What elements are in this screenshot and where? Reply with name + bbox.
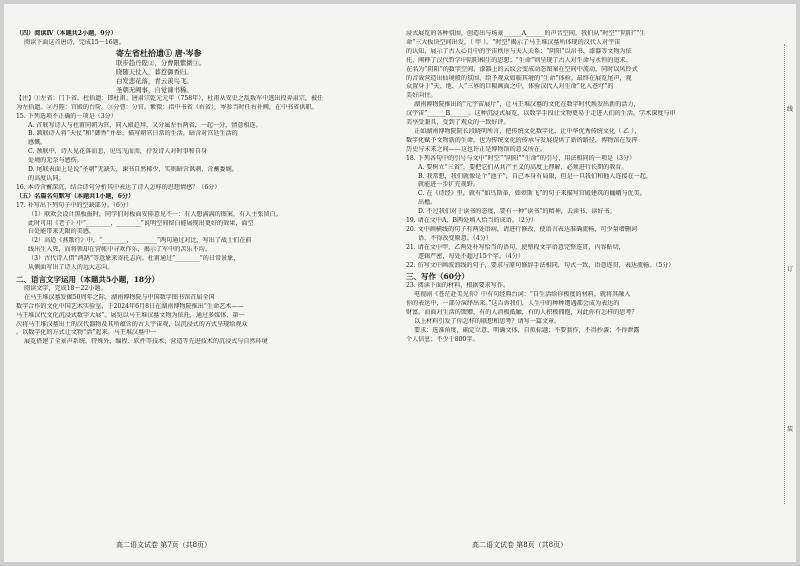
- left-page-text-line: 数字合作的文化中国艺术实验室，于2024年6月8日在湖南博物院推出“生命艺术——: [16, 302, 244, 310]
- right-page-text-line: 美享受兼具，受到了观众的一致好评。: [406, 119, 510, 127]
- left-page-text-line: 白处能带来无限的美感。: [28, 228, 96, 236]
- right-page-text-line: 美好向往。: [406, 92, 437, 100]
- right-page-text-line: 21. 请在文中甲、乙两处补写恰当的语句，使整段文字语意完整连贯，内容贴切，: [406, 243, 625, 251]
- binding-mark: 订: [787, 266, 794, 273]
- right-page-text-line: 在名为“阴阳”的数字空间，漆器上的云纹会变成动态图案在空间中流动，同时以风铃式: [406, 65, 638, 73]
- right-page-text-line: 财富。而面对生活的馈赠，有的人消极抵触，有的人积极拥抱，对此你有怎样的思考？: [406, 309, 638, 317]
- left-page-text-line: 联步趋丹陛②，分曹限紫微③。: [116, 58, 206, 67]
- left-page-text-line: （2）高适《燕歌行》中，“________，________”两句通过对比，写出了战士们在前: [28, 237, 252, 245]
- left-page-text-line: 白发悲花落，青云羡鸟飞。: [116, 76, 193, 85]
- right-page-footer: 高二语文试卷 第8页（共8页）: [472, 541, 568, 549]
- left-page-text-line: 处境的无奈与感伤。: [28, 157, 83, 165]
- left-page-text-line: 晓随天仗入，暮惹御香归。: [116, 67, 193, 76]
- left-page-text-line: 此时可用《老子》中“________，________”说明空间留白能展现出更好的效果，面空: [28, 219, 254, 227]
- left-page-text-line: 圣朝无阙事，自觉谏书稀。: [116, 85, 193, 94]
- right-page-text-line: 逻辑严密，每处不超过15个字。（4分）: [418, 252, 525, 260]
- left-page-text-line: 的高度认同。: [28, 174, 65, 182]
- left-page-text-line: 阅读文字，完成18～22小题。: [24, 284, 107, 292]
- left-page-text-line: 16. 本诗含蓄深沉，结合诗句分析其中表达了诗人怎样的思想情感？（6分）: [16, 183, 221, 191]
- exam-sheet: [4, 4, 796, 562]
- right-page-text-line: 三、写作（60分）: [406, 272, 469, 282]
- left-page-text-line: 从侧面写出了诗人的远大志向。: [28, 264, 114, 272]
- left-page-text-line: 在马王堆汉墓发掘50周年之际，湖南博物院与中国数字图书馆首届全国: [24, 293, 215, 301]
- left-page-text-line: 。以数字化的方式让文物“活”起来。马王堆汉墓中一: [16, 329, 157, 337]
- left-page-text-line: 次将马王堆汉墓出土的汉代器物及其所蕴含的古人宇宙观，以沉浸式的方式呈现给观众: [16, 320, 248, 328]
- left-page-text-line: 展览搭建了全景声系统、特殊外、编程、软件等技术，营造等先进技术的沉浸式与自然环境: [24, 338, 268, 346]
- right-page-text-line: D. 不过我们对于读书的态度，要有一种“读书”的精神，去读书、读好书。: [418, 208, 616, 216]
- right-page-text-line: 18. 下列各句中的引号与文中“时空”“阴阳”“生命”的引号，用法相同的一项是（3分）: [406, 154, 636, 162]
- left-page-text-line: 【注】①左省：门下省。杜拾遗：即杜甫。唐肃宗乾元元年（758年），杜甫从安史之乱叛军中逃出投奔肃宗，被任: [16, 94, 324, 102]
- left-page-text-line: C. 颈联中，诗人见花落而悲，见鸟飞而羡，抒发诗人对时事和自身: [28, 148, 207, 156]
- left-page-text-line: B. 颔联诗人将“天仗”和“御香”并举，描写朝官日常的生活，暗含对宫廷生活的: [28, 130, 238, 138]
- left-page-text-line: 二、语言文字运用（本题共5小题，18分）: [16, 274, 160, 284]
- right-page-text-line: 就能进一步扩充视野。: [418, 181, 479, 189]
- left-page-text-line: 寄左省杜拾遗① 唐·岑参: [116, 47, 202, 58]
- right-page-text-line: A. 要树立“三省”，要把它们从共产主义的高度上理解，必须进行长期的教育。: [418, 163, 628, 171]
- left-page-text-line: 17. 补写出下列句子中的空缺部分。（6分）: [16, 201, 133, 209]
- right-page-text-line: 19. 请在文中A、B两处填入恰当的成语。（2分）: [406, 217, 538, 225]
- right-page-text-line: 湖南博物院推出的“元宇宙展厅”，让马王堆汉墓的文化在数字时代焕发出新的活力，: [414, 101, 640, 109]
- right-page: [406, 30, 794, 535]
- left-page-text-line: 为左拾遗。②丹陛：宫殿的台阶。③分曹：分官。紫微：指中书省（右省），岑参当时任右补阙，在中书省供职。: [16, 103, 318, 111]
- right-page-text-line: 汉宇宙”______B______。这种沉浸式展览，以数字手段让文物更易于走进人们的生活，学术深度与审: [406, 110, 676, 118]
- left-page-footer: 高二语文试卷 第7页（共8页）: [116, 541, 212, 549]
- left-page-text-line: 15. 下列选项不正确的一项是（3分）: [16, 112, 117, 120]
- right-page-text-line: 浸式展览的各种氛围，创造出与场景______A______的声音空间。我们从“时空”“阴阳”“生: [406, 30, 646, 37]
- left-page-text-line: （五）名篇名句默写（本题共1小题，6分）: [16, 192, 135, 200]
- right-page-text-line: 托，阐释了汉代哲学中阴阳相生的思想；“生命”则呈现了古人对生命与永恒的追求。: [406, 56, 632, 64]
- left-page-text-line: （3）古代诗人借“鸿鹄”等意象来寄托志向。杜甫通过“________”的日常景象，: [28, 255, 240, 263]
- right-page-text-line: 22. 仿写文中画波浪线的句子，要求与原句修辞手法相同，句式一致，语意连贯，表达流畅。（5分）: [406, 261, 675, 269]
- right-page-text-line: 数字化赋予文物新的生命，也为传统文化的传承与发展提供了新的路径，博物馆在发挥: [406, 136, 638, 144]
- left-page-text-line: （1）联欢会设计黑板报时，同学们对板面安排意见不一：有人想满满的图案，有人主张留白。: [28, 210, 282, 218]
- left-page-text-line: D. 尾联表面上是说“圣朝”无缺失，谏书自然稀少，实则暗含讽刺，含蓄委婉。: [28, 166, 238, 174]
- left-page-text-line: （四）阅读Ⅳ（本题共2小题，9分）: [16, 30, 117, 37]
- right-page-text-line: 20. 文中画横线的句子有两处语病，请进行修改，使语言表达准确流畅，可少量增删词: [406, 225, 638, 233]
- binding-margin: [784, 44, 795, 504]
- right-page-text-line: 出檐。: [418, 199, 437, 207]
- right-page-text-line: 以上材料引发了你怎样的联想和思考？请写一篇文章。: [414, 318, 561, 326]
- right-page-text-line: B. 我常想，我们就像是个“池子”，自己本身有局限，但是一旦我们和他人连接在一起，: [418, 172, 652, 180]
- right-page-text-line: 正如湖南博物院院长段晓明所言，把传统文化数字化，让中华优秀传统文化（ 乙 ），: [414, 127, 641, 135]
- left-page: [16, 30, 401, 535]
- right-page-text-line: 你的表达中，一部分演绎出来。”这告诉我们，人生中的种种遭遇都会成为表达的: [406, 300, 620, 308]
- left-page-text-line: A. 首联写诗人与杜甫同朝为官，同入殿趋拜，又分属左右两省，一起一分，情意相连。: [28, 121, 262, 129]
- right-page-text-line: 电视剧《苍茫赴美见你》中有句经典台词：“自生活给你极度的材料，就将其融入: [414, 291, 631, 299]
- binding-mark: 装: [787, 426, 794, 433]
- binding-mark: 线: [787, 106, 794, 113]
- right-page-text-line: 23. 阅读下面的材料，根据要求写作。: [406, 282, 510, 290]
- left-page-text-line: 线出生入死，而将领却在营帐中寻欢作乐，揭示了军中的苦乐不均。: [28, 246, 211, 254]
- right-page-text-line: 语，不得改变原意。（4分）: [418, 234, 492, 242]
- left-page-text-line: 马王堆汉代文化沉浸式数字大展”。展览以马王堆汉墓文物为依托，通过多媒体、第一: [16, 311, 245, 319]
- right-page-text-line: 历史与未来之间——这也许正是博物馆的意义所在。: [406, 145, 547, 153]
- right-page-text-line: 的认知，展示了古人心目中的宇宙秩序与天人关系；“阴阳”以帛书、漆器等文物为依: [406, 47, 632, 55]
- right-page-text-line: C. 在《诗经》里，就有“如鸟斯革，如翚斯飞”的句子来描写宫殿建筑的巍峨与优美。: [418, 190, 646, 198]
- right-page-text-line: 的音效营造出仙境般的氛围，给予观众如临其境的“生命”体验。最终在展览尾声，观: [406, 74, 632, 82]
- right-page-text-line: 要求：选准角度，确定立意，明确文体，自拟标题；不要套作，不得抄袭；不得泄露: [414, 327, 640, 334]
- right-page-text-line: 个人信息；不少于800字。: [406, 335, 479, 343]
- right-page-text-line: 众置身于“天、地、人”三界的巨幅画面之中，体验汉代人对生命“化入苍穹”的: [406, 83, 614, 91]
- left-page-text-line: 感慨。: [28, 139, 47, 147]
- right-page-text-line: 命”三大板块空间出发，（ 甲 ）。“时空”揭示了马王堆汉墓所体现的汉代人对宇宙: [406, 38, 621, 46]
- left-page-text-line: 阅读下面这首唐诗，完成15～16题。: [24, 38, 125, 46]
